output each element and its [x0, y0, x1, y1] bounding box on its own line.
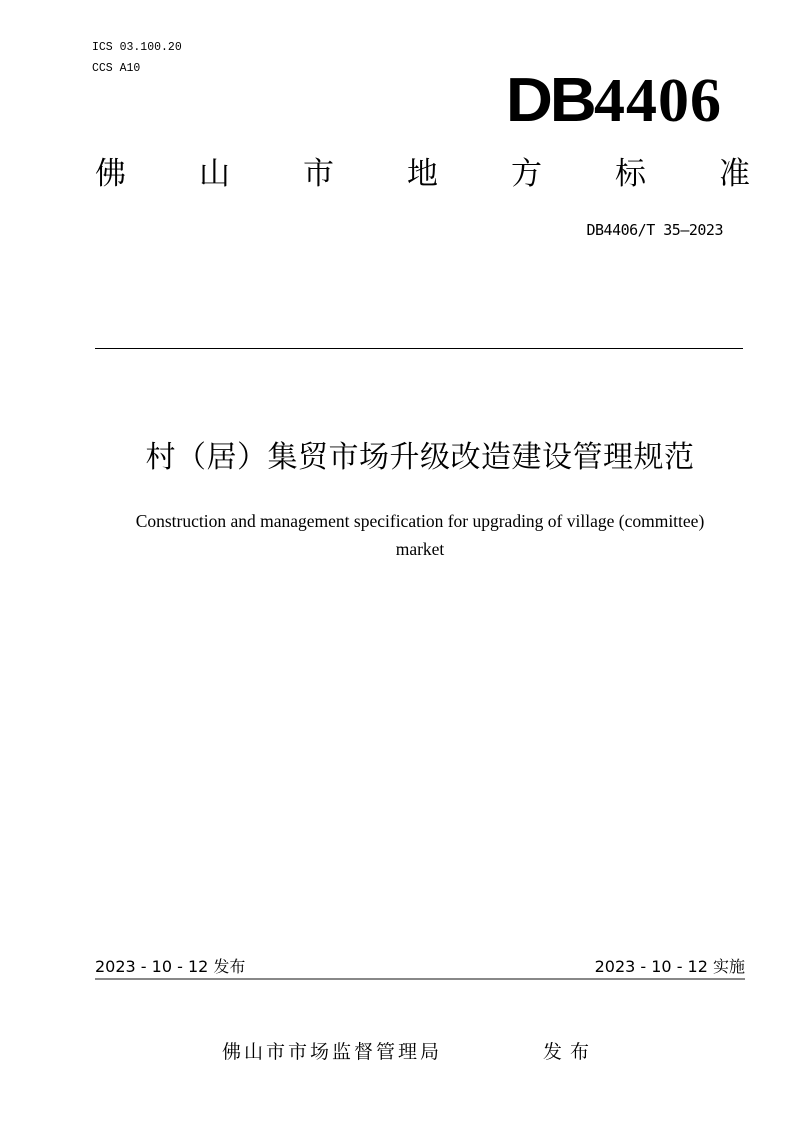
ccs-code: CCS A10 — [92, 62, 141, 75]
kind-char: 山 — [199, 156, 230, 192]
title-en-line2: market — [395, 539, 445, 559]
kind-char: 标 — [615, 156, 646, 192]
divider-top — [95, 348, 743, 349]
kind-char: 准 — [719, 156, 750, 192]
logo-number: 4406 — [594, 67, 722, 135]
standard-logo — [508, 66, 722, 136]
standard-number: DB4406/T 35—2023 — [586, 221, 723, 239]
ics-code: ICS 03.100.20 — [92, 41, 182, 54]
kind-char: 市 — [303, 156, 334, 192]
kind-char: 方 — [511, 156, 542, 192]
title-en-line1: Construction and management specification for upgrading of village (committee) — [135, 511, 705, 531]
logo-db: DB — [506, 66, 595, 135]
divider-bottom — [95, 978, 745, 980]
issuer: 佛山市市场监督管理局 — [222, 1041, 443, 1063]
implement-date: 2023 - 10 - 12 实施 — [594, 957, 745, 976]
kind-char: 地 — [407, 156, 438, 192]
publish-date: 2023 - 10 - 12 发布 — [95, 957, 246, 976]
standard-kind — [95, 153, 750, 195]
issue-label: 发布 — [543, 1041, 598, 1063]
title-en — [100, 507, 740, 563]
kind-char: 佛 — [95, 156, 126, 192]
title-zh: 村（居）集贸市场升级改造建设管理规范 — [145, 440, 695, 475]
